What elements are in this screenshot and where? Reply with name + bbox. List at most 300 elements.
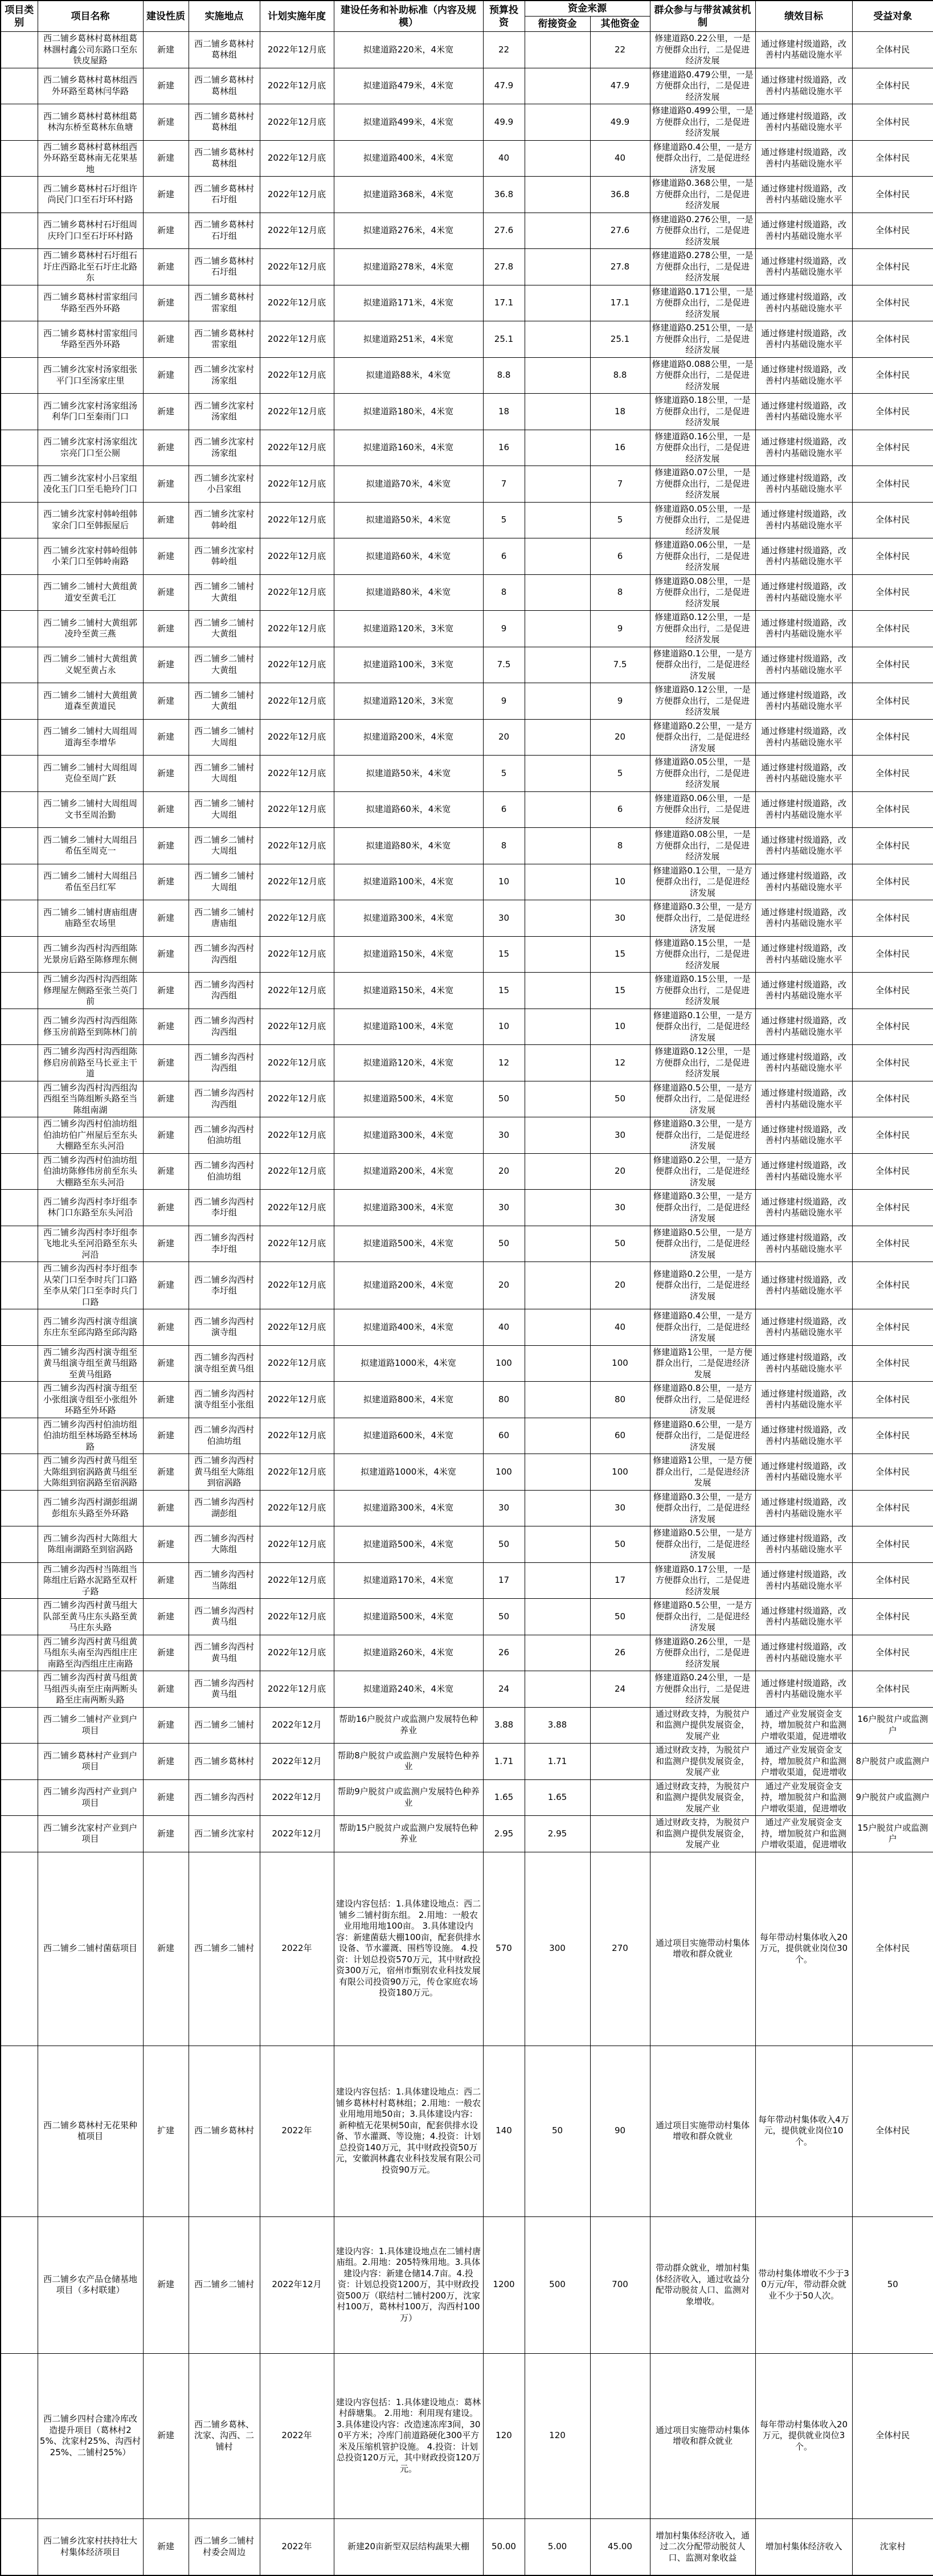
cell-year: 2022年12月底 xyxy=(260,104,334,141)
cell-participation: 通过项目实施带动村集体增收和群众就业 xyxy=(650,2046,755,2216)
cell-participation: 修建道路0.499公里，一是方便群众出行，二是促进经济发展 xyxy=(650,104,755,141)
cell-task: 拟建道路120米，3米宽 xyxy=(334,683,483,720)
cell-performance: 通过修建村级道路，改善村内基础设施水平 xyxy=(755,791,852,828)
cell-link-fund xyxy=(525,177,590,213)
cell-participation: 通过财政支持，为脱贫户和监测户提供发展资金，发展产业 xyxy=(650,1744,755,1780)
cell-link-fund: 3.88 xyxy=(525,1707,590,1744)
cell-beneficiary: 全体村民 xyxy=(852,647,933,683)
cell-beneficiary: 16户脱贫户或监测户 xyxy=(852,1707,933,1744)
cell-performance: 通过修建村级道路，改善村内基础设施水平 xyxy=(755,1635,852,1671)
cell-project-name: 西二铺乡葛林村葛林组西外环路至葛林南无花果基地 xyxy=(38,140,143,177)
cell-budget: 22 xyxy=(483,32,525,68)
cell-link-fund xyxy=(525,502,590,538)
cell-beneficiary: 全体村民 xyxy=(852,574,933,611)
cell-beneficiary: 全体村民 xyxy=(852,791,933,828)
cell-other-fund: 12 xyxy=(590,1045,650,1081)
cell-budget: 8 xyxy=(483,574,525,611)
cell-location: 西二铺乡二铺村村委会周边 xyxy=(189,2518,260,2575)
cell-performance: 通过修建村级道路，改善村内基础设施水平 xyxy=(755,647,852,683)
cell-budget: 60 xyxy=(483,1418,525,1454)
cell-link-fund xyxy=(525,430,590,466)
cell-beneficiary: 全体村民 xyxy=(852,140,933,177)
cell-other-fund: 5 xyxy=(590,502,650,538)
cell-budget: 47.9 xyxy=(483,68,525,104)
table-row xyxy=(1,1309,933,1346)
cell-nature: 新建 xyxy=(143,104,189,141)
cell-project-name: 西二铺乡沟西村沟西组陈修玉房前路至到陈林门前 xyxy=(38,1009,143,1045)
cell-nature: 新建 xyxy=(143,1779,189,1816)
cell-project-name: 西二铺乡四村合建冷库改造提升项目（葛林村25%、沈家村25%、沟西村25%、二铺村25%） xyxy=(38,2353,143,2518)
cell-year: 2022年12月底 xyxy=(260,538,334,575)
cell-performance: 通过修建村级道路，改善村内基础设施水平 xyxy=(755,1671,852,1708)
cell-other-fund: 20 xyxy=(590,1153,650,1190)
cell-other-fund xyxy=(590,1779,650,1816)
cell-category xyxy=(1,1262,38,1309)
cell-beneficiary: 全体村民 xyxy=(852,1635,933,1671)
cell-other-fund: 5 xyxy=(590,756,650,792)
cell-beneficiary: 全体村民 xyxy=(852,1153,933,1190)
cell-project-name: 西二铺乡沟西村黄马组黄马组西头南至庄南两断头路至庄南两断头路 xyxy=(38,1671,143,1708)
cell-category xyxy=(1,177,38,213)
cell-year: 2022年12月底 xyxy=(260,719,334,756)
cell-task: 拟建道路150米，4米宽 xyxy=(334,973,483,1009)
cell-beneficiary: 全体村民 xyxy=(852,321,933,358)
cell-task: 拟建道路88米，4米宽 xyxy=(334,357,483,394)
header-nature: 建设性质 xyxy=(143,1,189,32)
cell-performance: 通过修建村级道路，改善村内基础设施水平 xyxy=(755,1309,852,1346)
cell-location: 西二铺乡沟西村湖彭组 xyxy=(189,1490,260,1526)
cell-task: 拟建道路278米，4米宽 xyxy=(334,249,483,285)
cell-project-name: 西二铺乡葛林村雷家组闫华路至西外环路 xyxy=(38,285,143,321)
cell-participation: 修建道路0.22公里，一是方便群众出行，二是促进经济发展 xyxy=(650,32,755,68)
cell-participation: 修建道路0.3公里，一是方便群众出行，二是促进经济发展 xyxy=(650,900,755,937)
cell-performance: 通过产业发展资金支持，增加脱贫户和监测户增收渠道，促进增收 xyxy=(755,1779,852,1816)
cell-project-name: 西二铺乡沈家村扶持壮大村集体经济项目 xyxy=(38,2518,143,2575)
cell-year: 2022年12月底 xyxy=(260,68,334,104)
cell-participation: 修建道路0.2公里，一是方便群众出行，二是促进经济发展 xyxy=(650,1153,755,1190)
table-row xyxy=(1,394,933,430)
cell-other-fund: 90 xyxy=(590,2046,650,2216)
cell-location: 西二铺乡沟西村沟西组 xyxy=(189,936,260,973)
cell-nature: 新建 xyxy=(143,574,189,611)
cell-location: 西二铺乡二铺村大周组 xyxy=(189,791,260,828)
cell-performance: 通过修建村级道路，改善村内基础设施水平 xyxy=(755,140,852,177)
cell-task: 拟建道路300米，4米宽 xyxy=(334,900,483,937)
header-location: 实施地点 xyxy=(189,1,260,32)
cell-other-fund: 15 xyxy=(590,973,650,1009)
cell-link-fund xyxy=(525,140,590,177)
cell-location: 西二铺乡二铺村 xyxy=(189,1707,260,1744)
cell-participation: 修建道路0.18公里，一是方便群众出行，二是促进经济发展 xyxy=(650,394,755,430)
cell-link-fund xyxy=(525,900,590,937)
cell-beneficiary: 全体村民 xyxy=(852,1526,933,1563)
cell-task: 拟建道路150米，4米宽 xyxy=(334,936,483,973)
cell-link-fund xyxy=(525,1454,590,1491)
header-funding-source: 资金来源 xyxy=(525,1,650,17)
table-row xyxy=(1,502,933,538)
cell-category xyxy=(1,1562,38,1599)
cell-budget: 16 xyxy=(483,430,525,466)
cell-nature: 新建 xyxy=(143,1226,189,1262)
cell-link-fund xyxy=(525,466,590,503)
cell-category xyxy=(1,1816,38,1852)
cell-category xyxy=(1,249,38,285)
cell-location: 西二铺乡葛林村葛林组 xyxy=(189,68,260,104)
cell-nature: 新建 xyxy=(143,502,189,538)
cell-task: 拟建道路251米，4米宽 xyxy=(334,321,483,358)
cell-performance: 通过修建村级道路，改善村内基础设施水平 xyxy=(755,430,852,466)
cell-category xyxy=(1,213,38,249)
cell-beneficiary: 全体村民 xyxy=(852,1418,933,1454)
cell-category xyxy=(1,2216,38,2353)
cell-location: 西二铺乡沟西村演寺组至黄马组 xyxy=(189,1345,260,1382)
table-row xyxy=(1,2046,933,2216)
cell-task: 拟建道路100米，4米宽 xyxy=(334,1009,483,1045)
cell-participation: 通过财政支持，为脱贫户和监测户提供发展资金，发展产业 xyxy=(650,1707,755,1744)
cell-location: 西二铺乡沟西村大陈组 xyxy=(189,1526,260,1563)
table-row xyxy=(1,864,933,900)
cell-participation: 修建道路0.08公里，一是方便群众出行，二是促进经济发展 xyxy=(650,828,755,864)
cell-beneficiary: 全体村民 xyxy=(852,1562,933,1599)
cell-project-name: 西二铺乡沟西村黄马组大队部至黄马庄东头路至黄马庄东头路 xyxy=(38,1599,143,1635)
cell-year: 2022年12月底 xyxy=(260,1117,334,1154)
cell-project-name: 西二铺乡沟西村伯油坊组伯油坊陈修伟房前至东头大棚路至东头河沿 xyxy=(38,1153,143,1190)
cell-year: 2022年12月底 xyxy=(260,1454,334,1491)
cell-project-name: 西二铺乡沟西村李圩组李飞地北头至河沿路至东头河沿 xyxy=(38,1226,143,1262)
cell-performance: 通过修建村级道路，改善村内基础设施水平 xyxy=(755,32,852,68)
cell-link-fund xyxy=(525,357,590,394)
table-header xyxy=(1,1,933,32)
table-row xyxy=(1,1081,933,1117)
table-row xyxy=(1,973,933,1009)
cell-beneficiary: 全体村民 xyxy=(852,394,933,430)
cell-link-fund xyxy=(525,719,590,756)
cell-beneficiary: 全体村民 xyxy=(852,466,933,503)
cell-performance: 通过修建村级道路，改善村内基础设施水平 xyxy=(755,756,852,792)
table-row xyxy=(1,791,933,828)
cell-budget: 36.8 xyxy=(483,177,525,213)
cell-other-fund: 45.00 xyxy=(590,2518,650,2575)
cell-category xyxy=(1,285,38,321)
cell-year: 2022年12月底 xyxy=(260,1345,334,1382)
cell-task: 拟建道路400米，4米宽 xyxy=(334,1309,483,1346)
cell-nature: 新建 xyxy=(143,1081,189,1117)
cell-other-fund: 18 xyxy=(590,394,650,430)
cell-participation: 修建道路0.088公里，一是方便群众出行，二是促进经济发展 xyxy=(650,357,755,394)
cell-other-fund: 50 xyxy=(590,1226,650,1262)
cell-task: 建设内容包括：1.具体建设地点：西二铺乡二铺村街东组。 2.用地：一般农业用地用地100亩。 3.具体建设内容：新建菌菇大棚100亩，配套供排水设备、节水灌溉、围档等设施。 4.投资：计划总投资570万元，其中财政投资300万元，宿州市甄别农业科技发展有限公司投资90万元，传仓家庭农场投资180万元。 xyxy=(334,1852,483,2046)
cell-category xyxy=(1,1490,38,1526)
cell-project-name: 西二铺乡沈家村汤家组张平门口至汤家庄里 xyxy=(38,357,143,394)
cell-nature: 新建 xyxy=(143,1309,189,1346)
cell-budget: 570 xyxy=(483,1852,525,2046)
cell-nature: 新建 xyxy=(143,719,189,756)
cell-participation: 修建道路0.368公里，一是方便群众出行，二是促进经济发展 xyxy=(650,177,755,213)
cell-link-fund xyxy=(525,936,590,973)
cell-task: 拟建道路400米，4米宽 xyxy=(334,140,483,177)
cell-beneficiary: 全体村民 xyxy=(852,68,933,104)
cell-budget: 6 xyxy=(483,538,525,575)
cell-category xyxy=(1,104,38,141)
cell-task: 拟建道路60米，4米宽 xyxy=(334,538,483,575)
cell-year: 2022年12月 xyxy=(260,2216,334,2353)
cell-link-fund xyxy=(525,249,590,285)
cell-link-fund xyxy=(525,1526,590,1563)
cell-link-fund xyxy=(525,1045,590,1081)
table-row xyxy=(1,1382,933,1418)
cell-beneficiary: 全体村民 xyxy=(852,1599,933,1635)
cell-link-fund xyxy=(525,394,590,430)
cell-link-fund xyxy=(525,1562,590,1599)
cell-beneficiary: 全体村民 xyxy=(852,1454,933,1491)
table-row xyxy=(1,177,933,213)
cell-year: 2022年12月底 xyxy=(260,1526,334,1563)
cell-budget: 2.95 xyxy=(483,1816,525,1852)
cell-task: 拟建道路200米，4米宽 xyxy=(334,1153,483,1190)
cell-task: 拟建道路300米，4米宽 xyxy=(334,1190,483,1226)
cell-location: 西二铺乡二铺村大周组 xyxy=(189,864,260,900)
cell-project-name: 西二铺乡二铺村大周组吕希伍至吕红军 xyxy=(38,864,143,900)
cell-performance: 通过修建村级道路，改善村内基础设施水平 xyxy=(755,394,852,430)
table-row xyxy=(1,1779,933,1816)
cell-category xyxy=(1,1117,38,1154)
cell-participation: 修建道路0.05公里，一是方便群众出行，二是促进经济发展 xyxy=(650,502,755,538)
cell-performance: 通过修建村级道路，改善村内基础设施水平 xyxy=(755,1490,852,1526)
cell-year: 2022年12月底 xyxy=(260,1309,334,1346)
cell-beneficiary: 沈家村 xyxy=(852,2518,933,2575)
cell-location: 西二铺乡沈家村汤家组 xyxy=(189,357,260,394)
cell-budget: 17.1 xyxy=(483,285,525,321)
cell-project-name: 西二铺乡沟西村黄马组至大陈组到宿涡路黄马组至大陈组到宿涡路至宿涡路 xyxy=(38,1454,143,1491)
cell-budget: 1.71 xyxy=(483,1744,525,1780)
cell-participation: 通过项目实施带动村集体增收和群众就业 xyxy=(650,2353,755,2518)
cell-project-name: 西二铺乡沟西村伯油坊组伯油坊伯广州屋后至东头大棚路至东头河沿 xyxy=(38,1117,143,1154)
cell-nature: 新建 xyxy=(143,68,189,104)
cell-nature: 新建 xyxy=(143,1562,189,1599)
cell-nature: 新建 xyxy=(143,1345,189,1382)
cell-budget: 50 xyxy=(483,1526,525,1563)
cell-location: 西二铺乡沟西村 xyxy=(189,1779,260,1816)
cell-category xyxy=(1,1599,38,1635)
cell-other-fund: 9 xyxy=(590,683,650,720)
cell-location: 西二铺乡葛林村雷家组 xyxy=(189,321,260,358)
table-row xyxy=(1,104,933,141)
cell-performance: 通过修建村级道路，改善村内基础设施水平 xyxy=(755,1153,852,1190)
cell-category xyxy=(1,1382,38,1418)
table-row xyxy=(1,249,933,285)
cell-performance: 通过产业发展资金支持，增加脱贫户和监测户增收渠道，促进增收 xyxy=(755,1744,852,1780)
cell-other-fund: 50 xyxy=(590,1526,650,1563)
cell-location: 西二铺乡葛林村 xyxy=(189,1744,260,1780)
cell-category xyxy=(1,900,38,937)
cell-nature: 新建 xyxy=(143,140,189,177)
cell-participation: 修建道路0.1公里，一是方便群众出行，二是促进经济发展 xyxy=(650,864,755,900)
cell-participation: 修建道路0.4公里，一是方便群众出行，二是促进经济发展 xyxy=(650,1309,755,1346)
table-row xyxy=(1,2518,933,2575)
cell-project-name: 西二铺乡沟西村沟西组陈光景房后路至陈修理东侧 xyxy=(38,936,143,973)
cell-year: 2022年12月底 xyxy=(260,1190,334,1226)
cell-participation: 修建道路0.05公里，一是方便群众出行，二是促进经济发展 xyxy=(650,756,755,792)
cell-other-fund: 20 xyxy=(590,1262,650,1309)
cell-beneficiary: 15户脱贫户或监测户 xyxy=(852,1816,933,1852)
cell-link-fund xyxy=(525,1309,590,1346)
cell-nature: 新建 xyxy=(143,683,189,720)
cell-performance: 通过修建村级道路，改善村内基础设施水平 xyxy=(755,1599,852,1635)
cell-year: 2022年12月底 xyxy=(260,683,334,720)
cell-participation: 修建道路0.26公里，一是方便群众出行，二是促进经济发展 xyxy=(650,1635,755,1671)
cell-nature: 新建 xyxy=(143,900,189,937)
cell-nature: 新建 xyxy=(143,2353,189,2518)
cell-project-name: 西二铺乡沈家村小吕家组凌化玉门口至毛艳玲门口 xyxy=(38,466,143,503)
cell-location: 西二铺乡沟西村伯油坊组 xyxy=(189,1117,260,1154)
cell-beneficiary: 全体村民 xyxy=(852,1226,933,1262)
cell-category xyxy=(1,864,38,900)
cell-link-fund: 500 xyxy=(525,2216,590,2353)
cell-location: 西二铺乡沈家村汤家组 xyxy=(189,394,260,430)
cell-participation: 修建道路0.8公里，一是方便群众出行，二是促进经济发展 xyxy=(650,1382,755,1418)
cell-category xyxy=(1,394,38,430)
cell-beneficiary: 全体村民 xyxy=(852,1081,933,1117)
cell-budget: 20 xyxy=(483,1153,525,1190)
cell-location: 西二铺乡葛林村石圩组 xyxy=(189,213,260,249)
cell-beneficiary: 全体村民 xyxy=(852,357,933,394)
cell-other-fund: 40 xyxy=(590,140,650,177)
cell-other-fund xyxy=(590,1707,650,1744)
cell-location: 西二铺乡沟西村沟西组 xyxy=(189,973,260,1009)
cell-participation: 修建道路0.16公里，一是方便群众出行，二是促进经济发展 xyxy=(650,430,755,466)
cell-other-fund: 10 xyxy=(590,1009,650,1045)
cell-other-fund: 6 xyxy=(590,791,650,828)
cell-participation: 修建道路0.08公里，一是方便群众出行，二是促进经济发展 xyxy=(650,574,755,611)
cell-location: 西二铺乡葛林村石圩组 xyxy=(189,249,260,285)
cell-participation: 修建道路0.12公里，一是方便群众出行，二是促进经济发展 xyxy=(650,1045,755,1081)
cell-participation: 修建道路0.6公里，一是方便群众出行，二是促进经济发展 xyxy=(650,1418,755,1454)
table-row xyxy=(1,466,933,503)
cell-location: 西二铺乡沟西村李圩组 xyxy=(189,1262,260,1309)
cell-year: 2022年12月 xyxy=(260,1744,334,1780)
header-category: 项目类别 xyxy=(1,1,38,32)
cell-participation: 修建道路0.5公里，一是方便群众出行，二是促进经济发展 xyxy=(650,1599,755,1635)
cell-category xyxy=(1,140,38,177)
cell-participation: 修建道路0.3公里，一是方便群众出行，二是促进经济发展 xyxy=(650,1490,755,1526)
cell-nature: 新建 xyxy=(143,864,189,900)
cell-beneficiary: 全体村民 xyxy=(852,1490,933,1526)
cell-task: 帮助15户脱贫户或监测户发展特色种养业 xyxy=(334,1816,483,1852)
cell-task: 帮助8户脱贫户或监测户发展特色种养业 xyxy=(334,1744,483,1780)
cell-budget: 40 xyxy=(483,1309,525,1346)
cell-year: 2022年12月底 xyxy=(260,466,334,503)
cell-location: 西二铺乡沟西村沟西组 xyxy=(189,1009,260,1045)
cell-year: 2022年12月底 xyxy=(260,973,334,1009)
table-row xyxy=(1,719,933,756)
cell-task: 拟建道路240米，4米宽 xyxy=(334,1671,483,1708)
cell-performance: 通过修建村级道路，改善村内基础设施水平 xyxy=(755,285,852,321)
table-row xyxy=(1,1599,933,1635)
table-row xyxy=(1,1418,933,1454)
cell-participation: 修建道路1公里，一是方便群众出行，二是促进经济发展 xyxy=(650,1454,755,1491)
cell-participation: 修建道路0.1公里，一是方便群众出行，二是促进经济发展 xyxy=(650,647,755,683)
table-row xyxy=(1,140,933,177)
table-row xyxy=(1,756,933,792)
cell-performance: 通过修建村级道路，改善村内基础设施水平 xyxy=(755,683,852,720)
cell-nature: 新建 xyxy=(143,177,189,213)
cell-nature: 新建 xyxy=(143,394,189,430)
cell-budget: 8.8 xyxy=(483,357,525,394)
cell-project-name: 西二铺乡沟西村湖彭组湖彭组东头路至外环路 xyxy=(38,1490,143,1526)
cell-budget: 100 xyxy=(483,1345,525,1382)
cell-performance: 通过修建村级道路，改善村内基础设施水平 xyxy=(755,466,852,503)
table-row xyxy=(1,1490,933,1526)
cell-performance: 每年带动村集体收入20万元，提供就业岗位30个。 xyxy=(755,1852,852,2046)
cell-participation: 修建道路0.2公里，一是方便群众出行，二是促进经济发展 xyxy=(650,719,755,756)
cell-beneficiary: 全体村民 xyxy=(852,1345,933,1382)
cell-project-name: 西二铺乡葛林村雷家组闫华路至西外环路 xyxy=(38,321,143,358)
cell-budget: 49.9 xyxy=(483,104,525,141)
cell-beneficiary: 全体村民 xyxy=(852,538,933,575)
cell-participation: 修建道路0.12公里，一是方便群众出行，二是促进经济发展 xyxy=(650,683,755,720)
cell-other-fund: 80 xyxy=(590,1382,650,1418)
cell-other-fund: 270 xyxy=(590,1852,650,2046)
cell-other-fund: 30 xyxy=(590,1117,650,1154)
cell-link-fund xyxy=(525,1490,590,1526)
header-task: 建设任务和补助标准（内容及规模） xyxy=(334,1,483,32)
cell-performance: 通过修建村级道路，改善村内基础设施水平 xyxy=(755,1009,852,1045)
cell-category xyxy=(1,1707,38,1744)
cell-category xyxy=(1,466,38,503)
cell-nature: 新建 xyxy=(143,321,189,358)
cell-project-name: 西二铺乡沈家村韩岭组韩家余门口至韩振屋后 xyxy=(38,502,143,538)
table-row xyxy=(1,1744,933,1780)
cell-participation: 修建道路0.2公里，一是方便群众出行，二是促进经济发展 xyxy=(650,1262,755,1309)
cell-category xyxy=(1,1744,38,1780)
cell-link-fund xyxy=(525,1635,590,1671)
cell-task: 新建20亩新型双层结构蔬果大棚 xyxy=(334,2518,483,2575)
cell-beneficiary: 全体村民 xyxy=(852,1009,933,1045)
cell-beneficiary: 全体村民 xyxy=(852,611,933,647)
cell-location: 西二铺乡沟西村伯油坊组 xyxy=(189,1153,260,1190)
cell-category xyxy=(1,611,38,647)
cell-budget: 50 xyxy=(483,1599,525,1635)
cell-beneficiary: 8户脱贫户或监测户 xyxy=(852,1744,933,1780)
cell-nature: 新建 xyxy=(143,1707,189,1744)
cell-other-fund: 27.8 xyxy=(590,249,650,285)
cell-year: 2022年12月底 xyxy=(260,828,334,864)
cell-budget: 3.88 xyxy=(483,1707,525,1744)
cell-project-name: 西二铺乡沟西村沟西组沟西组至当陈组断头路至当陈组南湖 xyxy=(38,1081,143,1117)
cell-project-name: 西二铺乡葛林村无花果种植项目 xyxy=(38,2046,143,2216)
table-row xyxy=(1,1671,933,1708)
cell-participation: 修建道路0.06公里，一是方便群众出行，二是促进经济发展 xyxy=(650,791,755,828)
cell-beneficiary: 全体村民 xyxy=(852,828,933,864)
cell-location: 西二铺乡沟西村当陈组 xyxy=(189,1562,260,1599)
cell-budget: 50.00 xyxy=(483,2518,525,2575)
table-row xyxy=(1,2353,933,2518)
cell-category xyxy=(1,1418,38,1454)
cell-performance: 通过修建村级道路，改善村内基础设施水平 xyxy=(755,1418,852,1454)
cell-year: 2022年12月底 xyxy=(260,1382,334,1418)
cell-beneficiary: 全体村民 xyxy=(852,32,933,68)
cell-link-fund: 120 xyxy=(525,2353,590,2518)
cell-participation: 修建道路0.5公里，一是方便群众出行，二是促进经济发展 xyxy=(650,1226,755,1262)
cell-project-name: 西二铺乡沟西村演寺组至黄马组演寺组至黄马组路至黄马组路 xyxy=(38,1345,143,1382)
cell-nature: 新建 xyxy=(143,285,189,321)
table-row xyxy=(1,1153,933,1190)
cell-task: 拟建道路500米，4米宽 xyxy=(334,1226,483,1262)
cell-year: 2022年12月底 xyxy=(260,430,334,466)
cell-task: 拟建道路499米，4米宽 xyxy=(334,104,483,141)
cell-beneficiary: 全体村民 xyxy=(852,213,933,249)
cell-performance: 通过修建村级道路，改善村内基础设施水平 xyxy=(755,864,852,900)
